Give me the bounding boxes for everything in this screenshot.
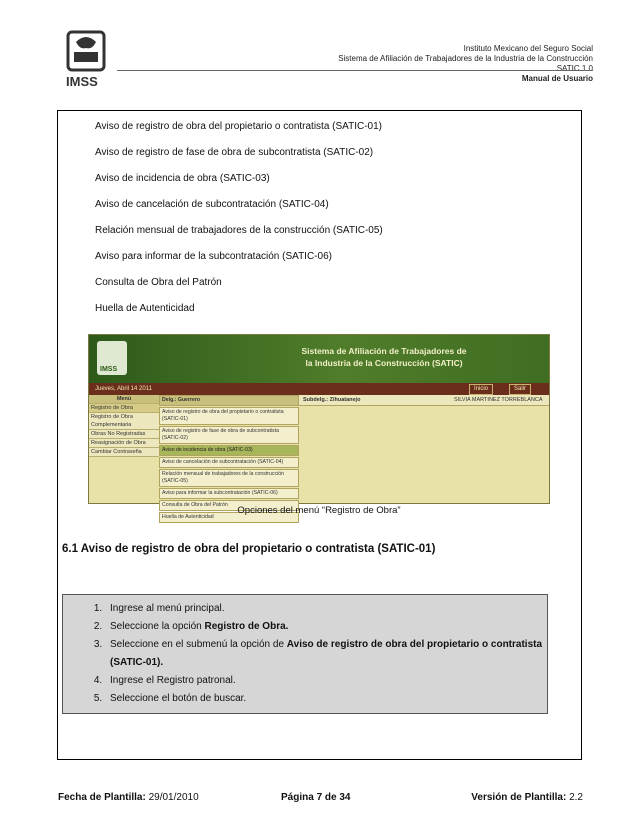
step-text: Seleccione la opción: [110, 621, 205, 632]
footer-fecha-value: 29/01/2010: [148, 792, 199, 803]
footer-fecha-label: Fecha de Plantilla:: [58, 792, 146, 803]
submenu-item[interactable]: Aviso de cancelación de subcontratación (SATIC-04): [159, 457, 299, 468]
header-institute: Instituto Mexicano del Seguro Social: [463, 44, 593, 53]
footer-version-label: Versión de Plantilla:: [471, 792, 567, 803]
app-date: Jueves, Abril 14 2011: [95, 386, 152, 392]
logo-text: IMSS: [66, 74, 98, 89]
app-infobar: [299, 395, 549, 406]
submenu-item[interactable]: Huella de Autenticidad: [159, 512, 299, 523]
header-version: SATIC 1.0: [556, 64, 593, 73]
app-main-menu: [89, 395, 159, 457]
footer-version: [471, 792, 583, 803]
menu-option-list: [95, 120, 383, 328]
list-item: Aviso para informar de la subcontratación (SATIC-06): [95, 251, 332, 262]
steps-box: [62, 594, 548, 714]
app-banner: [89, 335, 549, 383]
list-item: Aviso de incidencia de obra (SATIC-03): [95, 173, 270, 184]
menu-item-registro-complementaria[interactable]: Registro de Obra Complementaria: [89, 413, 159, 430]
step-item: [105, 690, 547, 708]
step-text: Seleccione en el submenú la opción de: [110, 639, 287, 650]
list-item: Aviso de cancelación de subcontratación (SATIC-04): [95, 199, 329, 210]
app-title-line1: Sistema de Afiliación de Trabajadores de: [301, 346, 467, 356]
salir-button[interactable]: Salir: [509, 384, 531, 395]
list-item: Aviso de registro de fase de obra de subcontratista (SATIC-02): [95, 147, 374, 158]
step-bold: Aviso de registro de obra del propietario o contratista (SATIC-01).: [110, 639, 543, 668]
header-manual: Manual de Usuario: [521, 74, 593, 83]
footer-fecha: [58, 792, 199, 803]
submenu-item[interactable]: Aviso para informar la subcontratación (SATIC-06): [159, 488, 299, 499]
list-item: Consulta de Obra del Patrón: [95, 277, 222, 288]
list-item: Aviso de registro de obra del propietario o contratista (SATIC-01): [95, 121, 382, 132]
document-header: [338, 44, 593, 84]
menu-header: Menú: [89, 395, 159, 404]
list-item: Relación mensual de trabajadores de la construcción (SATIC-05): [95, 225, 383, 236]
menu-item-registro-obra[interactable]: Registro de Obra: [89, 404, 159, 413]
submenu-item[interactable]: Consulta de Obra del Patrón: [159, 500, 299, 511]
submenu-deleg: Delg.: Guerrero: [159, 395, 299, 406]
menu-item-cambiar-contrasena[interactable]: Cambiar Contraseña: [89, 448, 159, 457]
submenu-item[interactable]: Relación mensual de trabajadores de la construcción (SATIC-05): [159, 469, 299, 487]
app-logo: [97, 341, 127, 375]
footer-page: Página 7 de 34: [281, 792, 351, 803]
submenu-item[interactable]: Aviso de registro de obra del propietario o contratista (SATIC-01): [159, 407, 299, 425]
step-item: [105, 600, 547, 618]
imss-logo: [62, 30, 110, 90]
app-title-line2: la Industria de la Construcción (SATIC): [305, 358, 463, 368]
header-system: Sistema de Afiliación de Trabajadores de la Industria de la Construcción: [338, 54, 593, 63]
inicio-button[interactable]: Inicio: [469, 384, 493, 395]
menu-item-obras-no-registradas[interactable]: Obras No Registradas: [89, 430, 159, 439]
step-bold: Registro de Obra.: [204, 621, 289, 632]
figure-caption: Opciones del menú “Registro de Obra”: [237, 505, 401, 516]
list-item: Huella de Autenticidad: [95, 303, 195, 314]
header-rule: [117, 70, 593, 71]
subdeleg: Subdelg.: Zihuatanejo: [303, 397, 361, 403]
user-name: SILVIA MARTINEZ TORREBLANCA: [454, 397, 543, 403]
footer-version-value: 2.2: [569, 792, 583, 803]
submenu-item[interactable]: Aviso de registro de fase de obra de subcontratista (SATIC-02): [159, 426, 299, 444]
step-text: Ingrese el Registro patronal.: [110, 675, 236, 686]
step-text: Ingrese al menú principal.: [110, 603, 225, 614]
menu-item-reasignacion[interactable]: Reasignación de Obra: [89, 439, 159, 448]
submenu-item[interactable]: Aviso de incidencia de obra (SATIC-03): [159, 445, 299, 456]
app-toolbar: [89, 383, 549, 395]
step-text: Seleccione el botón de buscar.: [110, 693, 247, 704]
app-title: [289, 345, 479, 369]
step-item: [105, 636, 547, 672]
step-item: [105, 672, 547, 690]
step-item: [105, 618, 547, 636]
section-title: 6.1 Aviso de registro de obra del propietario o contratista (SATIC-01): [62, 543, 436, 555]
